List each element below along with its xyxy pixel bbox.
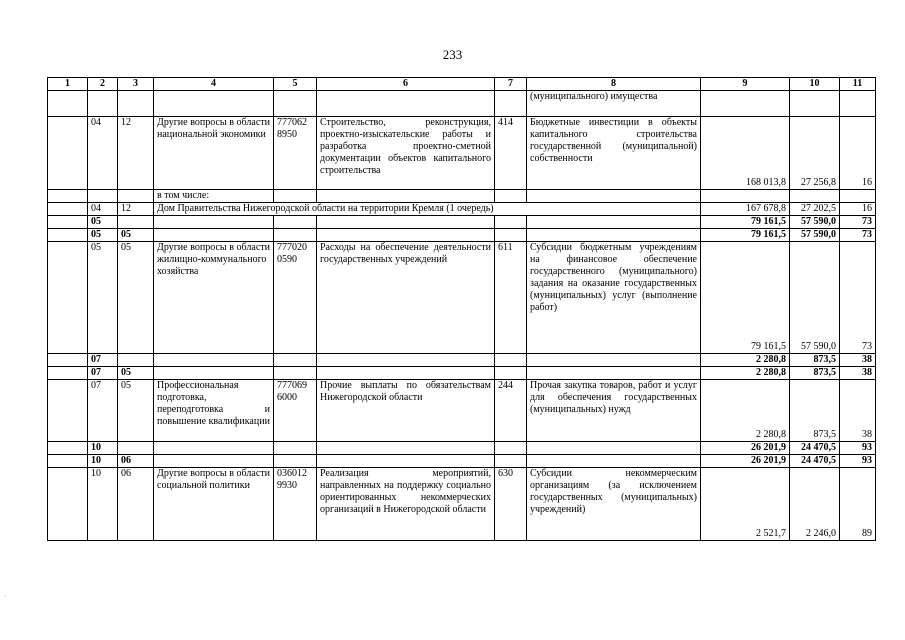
- cell: [118, 190, 154, 203]
- cell: 168 013,8: [701, 117, 790, 190]
- cell: 2 246,0: [790, 468, 840, 541]
- cell: [317, 455, 495, 468]
- cell: [154, 229, 274, 242]
- cell: 12: [118, 117, 154, 190]
- cell: 16: [840, 203, 876, 216]
- cell: 12: [118, 203, 154, 216]
- cell: 79 161,5: [701, 216, 790, 229]
- cell: [790, 91, 840, 117]
- cell: 79 161,5: [701, 229, 790, 242]
- cell: [274, 354, 317, 367]
- table-row: [48, 117, 876, 190]
- cell: 05: [88, 229, 118, 242]
- cell: [48, 91, 88, 117]
- cell: Прочая закупка товаров, работ и услуг для обеспечения государственных (муниципальных) нужд: [527, 380, 701, 442]
- cell: [48, 242, 88, 354]
- cell: Расходы на обеспечение деятельности государственных учреждений: [317, 242, 495, 354]
- table-row: [48, 380, 876, 442]
- cell: [274, 455, 317, 468]
- cell: [527, 455, 701, 468]
- column-header: 10: [790, 78, 840, 91]
- column-header: 6: [317, 78, 495, 91]
- cell: [154, 367, 274, 380]
- cell: 10: [88, 455, 118, 468]
- cell: 2 521,7: [701, 468, 790, 541]
- column-header: 3: [118, 78, 154, 91]
- cell: [48, 442, 88, 455]
- cell: 10: [88, 468, 118, 541]
- cell: [48, 380, 88, 442]
- cell: 167 678,8: [701, 203, 790, 216]
- table-row: [48, 216, 876, 229]
- table-row: [48, 354, 876, 367]
- cell: в том числе:: [154, 190, 274, 203]
- cell: 16: [840, 117, 876, 190]
- cell: [317, 91, 495, 117]
- cell: 777062 8950: [274, 117, 317, 190]
- cell: [495, 91, 527, 117]
- cell: 06: [118, 455, 154, 468]
- cell: 05: [118, 242, 154, 354]
- cell: Субсидии некоммерческим организациям (за исключением государственных (муниципальных) учреждений): [527, 468, 701, 541]
- cell: [48, 117, 88, 190]
- cell: [840, 190, 876, 203]
- cell: [48, 468, 88, 541]
- cell: [527, 216, 701, 229]
- cell: [48, 190, 88, 203]
- cell: 873,5: [790, 367, 840, 380]
- header-row: [48, 78, 876, 91]
- table-row: [48, 229, 876, 242]
- cell: 26 201,9: [701, 442, 790, 455]
- cell: [88, 91, 118, 117]
- cell: 05: [88, 216, 118, 229]
- cell: 04: [88, 203, 118, 216]
- cell: [274, 190, 317, 203]
- cell: 57 590,0: [790, 242, 840, 354]
- column-header: 4: [154, 78, 274, 91]
- cell: [118, 91, 154, 117]
- cell: [48, 455, 88, 468]
- cell: [48, 229, 88, 242]
- cell: 244: [495, 380, 527, 442]
- cell: Реализация мероприятий, направленных на поддержку социально ориентированных некоммерческих организаций в Нижегородской области: [317, 468, 495, 541]
- column-header: 7: [495, 78, 527, 91]
- cell: 24 470,5: [790, 455, 840, 468]
- cell: [154, 442, 274, 455]
- cell: 414: [495, 117, 527, 190]
- cell: [48, 354, 88, 367]
- cell: [317, 216, 495, 229]
- cell: [317, 442, 495, 455]
- cell: [495, 354, 527, 367]
- cell: [495, 367, 527, 380]
- cell: 611: [495, 242, 527, 354]
- cell: Другие вопросы в области социальной политики: [154, 468, 274, 541]
- cell: Строительство, реконструкция, проектно-изыскательские работы и разработка проектно-сметной документации объектов капитального строительства: [317, 117, 495, 190]
- cell: [840, 91, 876, 117]
- cell: 777020 0590: [274, 242, 317, 354]
- cell: [527, 442, 701, 455]
- cell: 26 201,9: [701, 455, 790, 468]
- cell: [495, 216, 527, 229]
- column-header: 11: [840, 78, 876, 91]
- cell: [495, 190, 527, 203]
- cell: 07: [88, 354, 118, 367]
- cell: 24 470,5: [790, 442, 840, 455]
- cell: 04: [88, 117, 118, 190]
- cell: Бюджетные инвестиции в объекты капитального строительства государственной (муниципальной) собственности: [527, 117, 701, 190]
- cell: 06: [118, 468, 154, 541]
- cell: [154, 354, 274, 367]
- cell: 05: [88, 242, 118, 354]
- cell: [495, 229, 527, 242]
- cell: 2 280,8: [701, 380, 790, 442]
- cell: [274, 442, 317, 455]
- cell: [701, 190, 790, 203]
- table-row: [48, 468, 876, 541]
- table-row: [48, 367, 876, 380]
- cell: [118, 216, 154, 229]
- cell: [154, 91, 274, 117]
- cell: 27 202,5: [790, 203, 840, 216]
- cell: [790, 190, 840, 203]
- cell: [154, 455, 274, 468]
- table-row: [48, 203, 876, 216]
- cell: 38: [840, 354, 876, 367]
- table-row: [48, 190, 876, 203]
- cell: [495, 442, 527, 455]
- cell: Прочие выплаты по обязательствам Нижегородской области: [317, 380, 495, 442]
- table-row: [48, 91, 876, 117]
- cell: 73: [840, 229, 876, 242]
- budget-table: [47, 77, 876, 541]
- column-header: 2: [88, 78, 118, 91]
- cell: [274, 91, 317, 117]
- cell: 89: [840, 468, 876, 541]
- cell: 777069 6000: [274, 380, 317, 442]
- table-row: [48, 455, 876, 468]
- cell: [48, 367, 88, 380]
- cell: 57 590,0: [790, 216, 840, 229]
- cell: Другие вопросы в области национальной экономики: [154, 117, 274, 190]
- cell: Субсидии бюджетным учреждениям на финансовое обеспечение государственного (муниципального) задания на оказание государственных (муниципальных) услуг (выполнение работ): [527, 242, 701, 354]
- cell: Профессиональная подготовка, переподготовка и повышение квалификации: [154, 380, 274, 442]
- cell: 05: [118, 380, 154, 442]
- cell: [118, 354, 154, 367]
- cell: [495, 455, 527, 468]
- cell: 05: [118, 229, 154, 242]
- cell: [274, 216, 317, 229]
- cell: [88, 190, 118, 203]
- page-number: 233: [442, 47, 463, 62]
- cell: [118, 442, 154, 455]
- cell: 873,5: [790, 380, 840, 442]
- cell: 10: [88, 442, 118, 455]
- cell: [274, 229, 317, 242]
- table-row: [48, 442, 876, 455]
- column-header: 8: [527, 78, 701, 91]
- cell: 57 590,0: [790, 229, 840, 242]
- cell: 73: [840, 242, 876, 354]
- cell: 05: [118, 367, 154, 380]
- column-header: 1: [48, 78, 88, 91]
- cell: [527, 367, 701, 380]
- cell: 07: [88, 367, 118, 380]
- cell: [527, 354, 701, 367]
- cell: 036012 9930: [274, 468, 317, 541]
- cell: 38: [840, 380, 876, 442]
- cell: [154, 216, 274, 229]
- cell: 73: [840, 216, 876, 229]
- cell: Другие вопросы в области жилищно-коммунального хозяйства: [154, 242, 274, 354]
- cell: 630: [495, 468, 527, 541]
- column-header: 5: [274, 78, 317, 91]
- cell: 93: [840, 455, 876, 468]
- cell: 873,5: [790, 354, 840, 367]
- cell: [48, 203, 88, 216]
- cell: [48, 216, 88, 229]
- cell: [527, 190, 701, 203]
- cell: [274, 367, 317, 380]
- cell: 2 280,8: [701, 354, 790, 367]
- cell: 07: [88, 380, 118, 442]
- table-row: [48, 242, 876, 354]
- scan-artifact: ·: [4, 594, 6, 600]
- cell: [317, 354, 495, 367]
- cell: (муниципального) имущества: [527, 91, 701, 117]
- column-header: 9: [701, 78, 790, 91]
- cell: [527, 229, 701, 242]
- cell: 93: [840, 442, 876, 455]
- cell: 27 256,8: [790, 117, 840, 190]
- cell: 79 161,5: [701, 242, 790, 354]
- cell: 2 280,8: [701, 367, 790, 380]
- cell: Дом Правительства Нижегородской области на территории Кремля (1 очередь): [154, 203, 701, 216]
- cell: [317, 367, 495, 380]
- cell: [701, 91, 790, 117]
- cell: 38: [840, 367, 876, 380]
- cell: [317, 190, 495, 203]
- cell: [317, 229, 495, 242]
